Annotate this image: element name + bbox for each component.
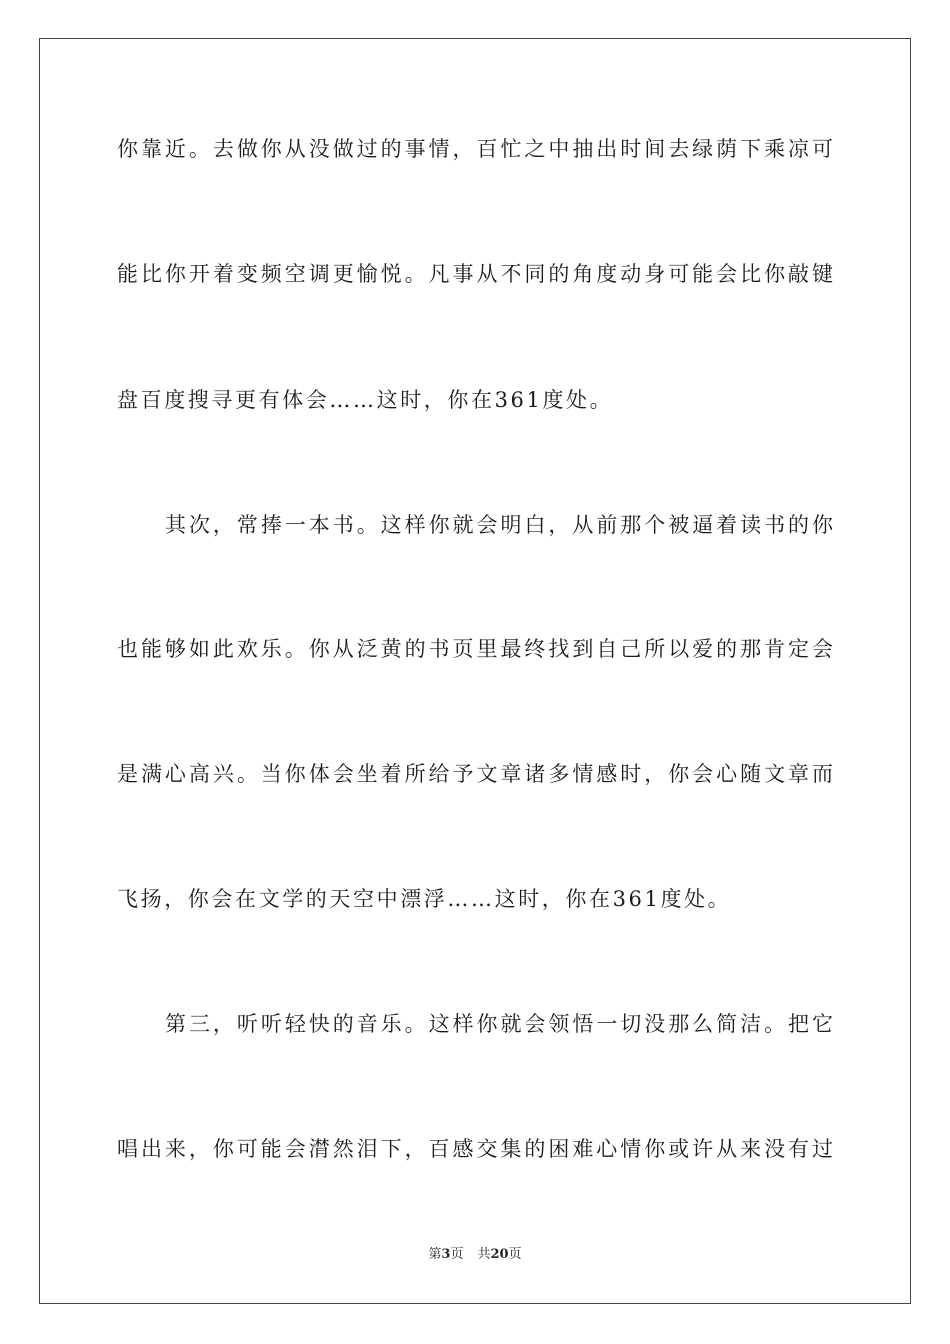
text-line: 是满心高兴。当你体会坐着所给予文章诸多情感时，你会心随文章而	[117, 762, 833, 786]
text-line: 也能够如此欢乐。你从泛黄的书页里最终找到自己所以爱的那肯定会	[117, 637, 833, 661]
page-border	[39, 38, 911, 1304]
text-line: 你靠近。去做你从没做过的事情，百忙之中抽出时间去绿荫下乘凉可	[117, 137, 833, 161]
text-line: 飞扬，你会在文学的天空中漂浮……这时，你在361度处。	[117, 887, 732, 911]
current-page-number: 3	[441, 1247, 451, 1262]
paragraph-start-line: 第三，听听轻快的音乐。这样你就会领悟一切没那么简洁。把它	[165, 1012, 833, 1036]
page-unit: 页	[450, 1247, 464, 1262]
paragraph-start-line: 其次，常捧一本书。这样你就会明白，从前那个被逼着读书的你	[165, 513, 833, 537]
text-line: 能比你开着变频空调更愉悦。凡事从不同的角度动身可能会比你敲键	[117, 262, 833, 286]
text-line: 唱出来，你可能会潸然泪下，百感交集的困难心情你或许从来没有过	[117, 1137, 833, 1161]
total-prefix: 共	[477, 1247, 491, 1262]
total-unit: 页	[508, 1247, 522, 1262]
page-footer	[0, 1246, 950, 1264]
page-prefix: 第	[428, 1247, 442, 1262]
total-page-number: 20	[490, 1247, 509, 1262]
text-line: 盘百度搜寻更有体会……这时，你在361度处。	[117, 388, 614, 412]
